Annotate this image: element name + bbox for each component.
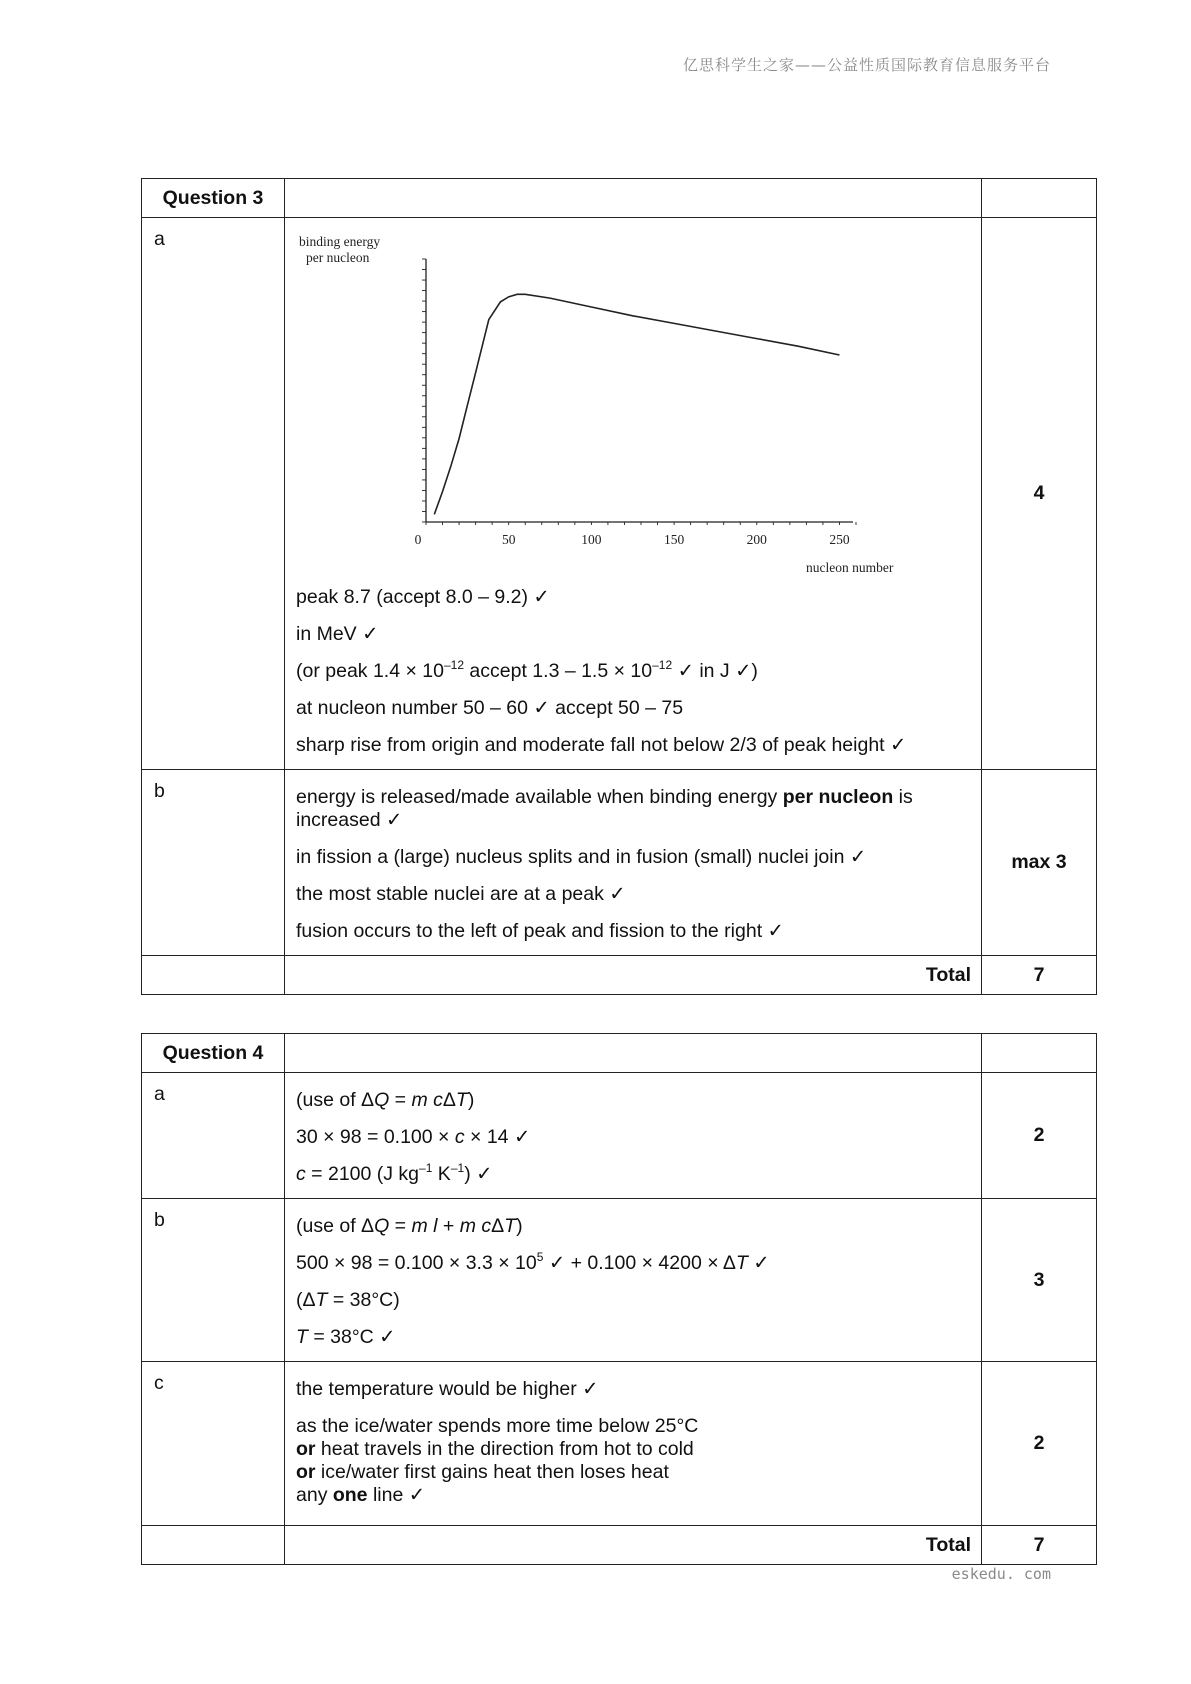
part-label-c: c — [142, 1362, 285, 1526]
mark-4a: 2 — [982, 1073, 1097, 1199]
x-tick-label: 150 — [663, 532, 685, 547]
answer-line: sharp rise from origin and moderate fall not below 2/3 of peak height ✓ — [296, 734, 907, 756]
alt-line: or heat travels in the direction from hot to cold — [296, 1438, 694, 1460]
answer-line: (use of ΔQ = m l + m cΔT) — [296, 1215, 523, 1237]
answer-line: at nucleon number 50 – 60 ✓ accept 50 – 75 — [296, 697, 684, 719]
footer-note: eskedu. com — [951, 1565, 1051, 1583]
answer-line-or-joules: (or peak $1.4 \times 10^{-12}$ accept $1.3 - 1.5 \times 10^{-12}$ ✓ in J ✓) — [296, 658, 758, 682]
binding-energy-curve — [434, 294, 839, 514]
answer-line: T = 38°C ✓ — [296, 1326, 396, 1348]
x-axis-label: nucleon number — [806, 560, 894, 575]
x-tick-label: 100 — [581, 532, 602, 547]
answer-4a — [285, 1073, 982, 1199]
answer-line: in fission a (large) nucleus splits and in fusion (small) nuclei join ✓ — [296, 846, 867, 868]
answer-line: $500 \times 98 = 0.100 \times 3.3 \times 10^5$ ✓ + 0.100 × 4200 × ΔT ✓ — [296, 1250, 770, 1274]
question-3-table — [141, 178, 1097, 995]
answer-line: peak 8.7 (accept 8.0 – 9.2) ✓ — [296, 586, 550, 608]
y-axis-label-line2: per nucleon — [306, 250, 370, 265]
question-4-title: Question 4 — [142, 1034, 285, 1073]
x-tick-label: 200 — [746, 532, 767, 547]
answer-4c — [285, 1362, 982, 1526]
part-label-a: a — [142, 1073, 285, 1199]
mark-4b: 3 — [982, 1199, 1097, 1362]
mark-3a: 4 — [982, 218, 1097, 770]
answer-4b — [285, 1199, 982, 1362]
alt-line: or ice/water first gains heat then loses heat — [296, 1461, 669, 1483]
answer-line: (ΔT = 38°C) — [296, 1289, 400, 1311]
total-blank — [142, 956, 285, 995]
total-label: Total — [285, 1526, 982, 1565]
total-label: Total — [285, 956, 982, 995]
answer-line: the most stable nuclei are at a peak ✓ — [296, 883, 626, 905]
part-label-b: b — [142, 770, 285, 956]
answer-3a — [285, 218, 982, 770]
answer-line: c = 2100 (J $kg^{-1}$ $K^{-1}$) ✓ — [296, 1161, 493, 1185]
header-blank — [285, 1034, 982, 1073]
header-note: 亿思科学生之家——公益性质国际教育信息服务平台 — [682, 56, 1051, 74]
header-blank-mark — [982, 1034, 1097, 1073]
question-3-title: Question 3 — [142, 179, 285, 218]
mark-3b: max 3 — [982, 770, 1097, 956]
header-blank-mark — [982, 179, 1097, 218]
answer-line: 30 × 98 = 0.100 × c × 14 ✓ — [296, 1126, 531, 1148]
x-tick-label: 50 — [501, 532, 516, 547]
alt-line: any one line ✓ — [296, 1484, 426, 1506]
answer-line: energy is released/made available when binding energy per nucleon is increased ✓ — [296, 786, 913, 831]
answer-line: the temperature would be higher ✓ — [296, 1378, 599, 1400]
total-blank — [142, 1526, 285, 1565]
y-axis-label-line1: binding energy — [299, 234, 381, 249]
answer-3b — [285, 770, 982, 956]
question-4-table — [141, 1033, 1097, 1565]
part-label-b: b — [142, 1199, 285, 1362]
answer-line: in MeV ✓ — [296, 623, 379, 645]
answer-alternatives — [296, 1415, 970, 1507]
answer-line: fusion occurs to the left of peak and fission to the right ✓ — [296, 920, 784, 942]
x-tick-label: 0 — [414, 532, 422, 547]
total-mark-3: 7 — [982, 956, 1097, 995]
answer-line: (use of ΔQ = m cΔT) — [296, 1089, 475, 1111]
x-tick-label: 250 — [829, 532, 850, 547]
header-blank — [285, 179, 982, 218]
total-mark-4: 7 — [982, 1526, 1097, 1565]
mark-4c: 2 — [982, 1362, 1097, 1526]
alt-line: as the ice/water spends more time below 25°C — [296, 1415, 699, 1437]
part-label-a: a — [142, 218, 285, 770]
binding-energy-chart — [296, 224, 936, 576]
